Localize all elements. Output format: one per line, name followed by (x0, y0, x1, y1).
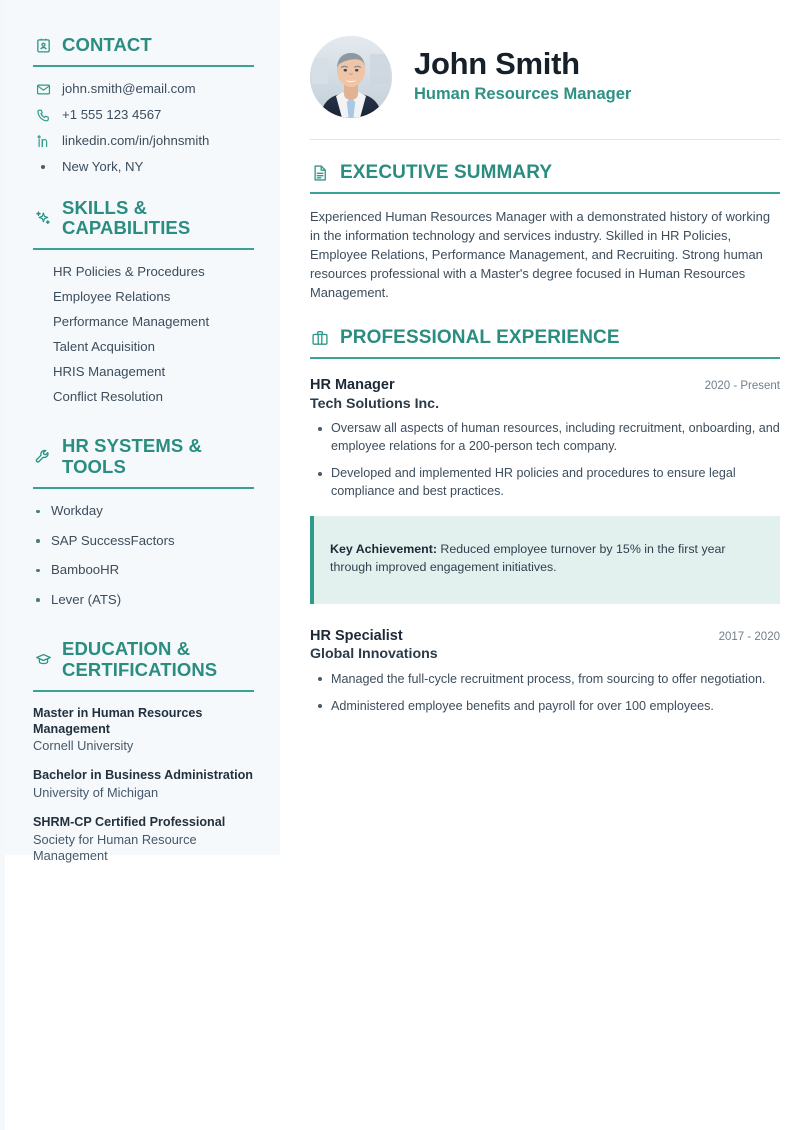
sparkles-icon (33, 207, 53, 229)
section-professional-experience (310, 327, 780, 725)
sidebar (5, 0, 280, 863)
list-item: Conflict Resolution (53, 389, 163, 405)
contact-heading (33, 34, 254, 56)
systems-title: HR SYSTEMS & TOOLS (62, 435, 202, 478)
sidebar-section-education (33, 639, 254, 864)
wrench-icon (33, 446, 53, 468)
contact-list (33, 81, 254, 176)
contact-linkedin-text: linkedin.com/in/johnsmith (62, 133, 210, 148)
list-item: Talent Acquisition (53, 339, 155, 355)
summary-text: Experienced Human Resources Manager with a demonstrated history of working in the information technology and services industry. Skilled in HR Policies, Employee Relations, Performance Management, and Recruiting. Strong human resources professional with a Master's degree focused in Human Resources Management. (310, 209, 770, 300)
education-degree: SHRM-CP Certified Professional (33, 815, 226, 830)
systems-heading (33, 436, 254, 478)
section-executive-summary (310, 162, 780, 303)
skills-title: SKILLS & CAPABILITIES (62, 196, 191, 239)
job-dates: 2017 - 2020 (718, 630, 780, 643)
sidebar-section-systems (33, 436, 254, 621)
education-degree: Bachelor in Business Administration (33, 768, 253, 783)
education-school: Cornell University (33, 738, 134, 754)
page-title: John Smith (414, 45, 580, 81)
list-item (33, 815, 254, 864)
experience-divider (310, 357, 780, 359)
list-item: BambooHR (33, 562, 254, 592)
list-item: Employee Relations (53, 289, 171, 305)
skills-heading (33, 198, 254, 240)
job-company: Tech Solutions Inc. (310, 395, 440, 412)
contact-item-phone[interactable] (33, 107, 254, 124)
job-header-row (310, 628, 780, 646)
contact-location-text: New York, NY (62, 159, 144, 174)
achievement-label: Key Achievement: (330, 542, 437, 557)
linkedin-icon (35, 133, 51, 149)
contact-title: CONTACT (62, 33, 152, 55)
document-icon (310, 163, 330, 183)
summary-divider (310, 192, 780, 194)
experience-heading (310, 327, 780, 349)
contact-divider (33, 65, 254, 67)
job-company: Global Innovations (310, 646, 438, 663)
list-item: Performance Management (53, 314, 210, 330)
job-role: HR Manager (310, 376, 395, 393)
phone-icon (35, 107, 51, 123)
education-school: University of Michigan (33, 785, 159, 801)
contact-item-location (33, 159, 254, 176)
avatar (310, 36, 392, 118)
education-divider (33, 690, 254, 692)
sidebar-section-skills (33, 198, 254, 415)
identity-text (414, 47, 631, 108)
sidebar-section-contact (33, 34, 254, 176)
list-item: Developed and implemented HR policies and procedures to ensure legal compliance and best practices. (310, 465, 780, 510)
dot-icon (35, 165, 51, 169)
id-badge-icon (33, 34, 53, 56)
header-divider (310, 139, 780, 140)
graduation-cap-icon (33, 649, 53, 671)
contact-item-email[interactable] (33, 81, 254, 98)
list-item (33, 768, 254, 801)
briefcase-icon (310, 328, 330, 348)
job-title: Human Resources Manager (414, 85, 632, 104)
achievement-text (330, 541, 764, 577)
experience-entry (310, 377, 780, 604)
skills-list (33, 264, 254, 414)
systems-list (33, 503, 254, 621)
list-item: Workday (33, 503, 254, 533)
list-item: SAP SuccessFactors (33, 533, 254, 563)
summary-title: EXECUTIVE SUMMARY (340, 162, 553, 183)
list-item (33, 706, 254, 754)
contact-phone-text: +1 555 123 4567 (62, 107, 162, 122)
achievement-body: Reduced employee turnover by 15% in the first year through improved engagement initiatives. (330, 542, 726, 575)
list-item: HR Policies & Procedures (53, 264, 205, 280)
job-header-row (310, 377, 780, 395)
education-list (33, 706, 254, 864)
education-degree: Master in Human Resources Management (33, 705, 203, 736)
systems-divider (33, 487, 254, 489)
job-role: HR Specialist (310, 627, 403, 644)
main-content (310, 0, 780, 725)
list-item: Lever (ATS) (33, 592, 254, 622)
contact-email-text: john.smith@email.com (62, 81, 196, 96)
experience-entry (310, 628, 780, 725)
list-item: Managed the full-cycle recruitment process, from sourcing to offer negotiation. (310, 671, 780, 698)
contact-item-linkedin[interactable] (33, 133, 254, 150)
summary-heading (310, 162, 780, 184)
envelope-icon (35, 81, 51, 97)
list-item: HRIS Management (53, 364, 166, 380)
list-item: Administered employee benefits and payroll for over 100 employees. (310, 698, 780, 725)
list-item: Oversaw all aspects of human resources, including recruitment, onboarding, and employee relations for a 200-person tech company. (310, 420, 780, 465)
key-achievement-callout (310, 516, 780, 604)
education-heading (33, 639, 254, 681)
job-bullet-list (310, 671, 780, 725)
job-bullet-list (310, 420, 780, 510)
identity-header (310, 36, 780, 118)
job-dates: 2020 - Present (704, 379, 780, 392)
education-school: Society for Human Resource Management (33, 831, 197, 863)
education-title: EDUCATION & CERTIFICATIONS (62, 638, 218, 680)
experience-title: PROFESSIONAL EXPERIENCE (340, 326, 620, 348)
skills-divider (33, 248, 254, 250)
